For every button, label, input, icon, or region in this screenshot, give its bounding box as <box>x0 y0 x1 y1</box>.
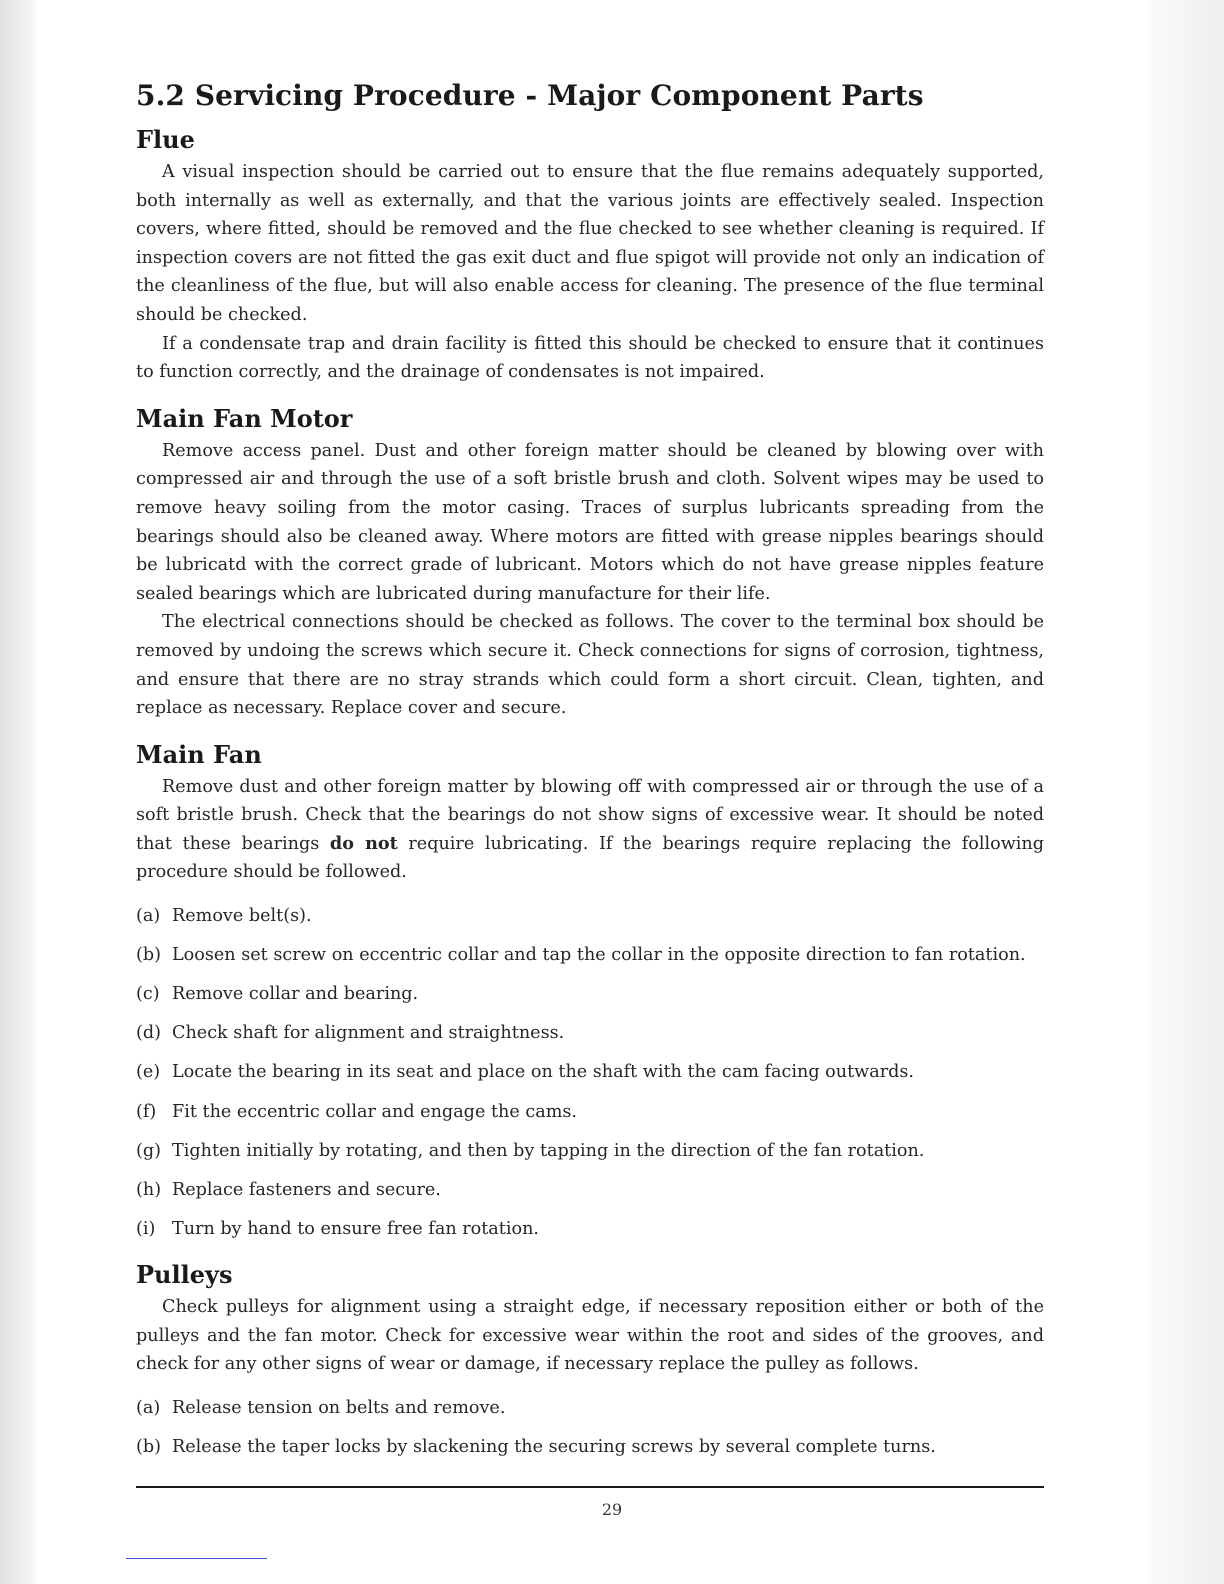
list-item-text: Check shaft for alignment and straightness. <box>172 1023 565 1044</box>
list-item-text: Loosen set screw on eccentric collar and tap the collar in the opposite direction to fan rotation. <box>172 945 1026 966</box>
scan-edge-shadow <box>0 0 36 1584</box>
list-item-text: Release tension on belts and remove. <box>172 1397 506 1418</box>
page-title: 5.2 Servicing Procedure - Major Component Parts <box>136 79 924 112</box>
section-main-fan <box>136 737 1044 1249</box>
list-item <box>136 936 1044 975</box>
list-item-text: Release the taper locks by slackening the securing screws by several complete turns. <box>172 1436 936 1457</box>
list-item-text: Fit the eccentric collar and engage the cams. <box>172 1101 577 1122</box>
list-item-text: Remove belt(s). <box>172 906 312 927</box>
paragraph: Remove access panel. Dust and other foreign matter should be cleaned by blowing over with compressed air and through the use of a soft bristle brush and cloth. Solvent wipes may be used to remove heavy soiling from the motor casing. Traces of surplus lubricants spreading from the bearings should also be cleaned away. Where motors are fitted with grease nipples bearings should be lubricatd with the correct grade of lubricant. Motors which do not have grease nipples feature sealed bearings which are lubricated during manufacture for their life. <box>136 440 1044 604</box>
section-heading-main-fan: Main Fan <box>136 739 262 769</box>
scan-edge-shadow-right <box>1148 0 1224 1584</box>
paragraph-text: Remove dust and other foreign matter by blowing off with compressed air or through the use of a soft bristle brush. Check that the bearings do not show signs of excessive wear. It should be noted that these bearings <box>136 776 1044 854</box>
section-heading-flue: Flue <box>136 125 195 154</box>
list-item-text: Replace fasteners and secure. <box>172 1179 441 1200</box>
section-main-fan-motor <box>136 401 1044 723</box>
list-item-text: Tighten initially by rotating, and then by tapping in the direction of the fan rotation. <box>172 1140 925 1161</box>
section-pulleys <box>136 1257 1044 1467</box>
list-marker: (f) <box>136 1101 157 1122</box>
section-heading-pulleys: Pulleys <box>136 1259 233 1289</box>
paragraph: A visual inspection should be carried out to ensure that the flue remains adequately supported, both internally as well as externally, and that the various joints are effectively sealed. Inspection covers, where fitted, should be removed and the flue checked to see whether cleaning is required. If inspection covers are not fitted the gas exit duct and flue spigot will provide not only an indication of the cleanliness of the flue, but will also enable access for cleaning. The presence of the flue terminal should be checked. <box>136 162 1044 325</box>
list-marker: (i) <box>136 1218 156 1239</box>
list-item-text: Locate the bearing in its seat and place on the shaft with the cam facing outwards. <box>172 1062 915 1083</box>
list-item <box>136 1132 1044 1171</box>
paragraph: If a condensate trap and drain facility is fitted this should be checked to ensure that it continues to function correctly, and the drainage of condensates is not impaired. <box>136 333 1044 383</box>
list-item <box>136 1053 1044 1092</box>
list-marker: (g) <box>136 1140 161 1161</box>
list-marker: (c) <box>136 984 160 1005</box>
page-number: 29 <box>601 1500 623 1519</box>
list-item <box>136 1389 1044 1428</box>
list-item <box>136 975 1044 1014</box>
paragraph <box>136 773 1044 887</box>
list-item-text: Remove collar and bearing. <box>172 984 419 1005</box>
paragraph: The electrical connections should be checked as follows. The cover to the terminal box should be removed by undoing the screws which secure it. Check connections for signs of corrosion, tightness, and ensure that there are no stray strands which could form a short circuit. Clean, tighten, and replace as necessary. Replace cover and secure. <box>136 612 1044 719</box>
procedure-list-fan-bearings <box>136 897 1044 1249</box>
list-marker: (h) <box>136 1179 162 1200</box>
list-marker: (a) <box>136 906 161 927</box>
list-item <box>136 1171 1044 1210</box>
list-item <box>136 1093 1044 1132</box>
list-marker: (b) <box>136 1436 161 1457</box>
procedure-list-pulleys <box>136 1389 1044 1467</box>
section-flue <box>136 122 1044 387</box>
section-heading-main-fan-motor: Main Fan Motor <box>136 403 353 433</box>
emphasis-text: do not <box>329 832 398 854</box>
list-item <box>136 1428 1044 1467</box>
list-marker: (d) <box>136 1023 161 1044</box>
list-marker: (e) <box>136 1062 161 1083</box>
document-page <box>136 74 1044 1475</box>
list-marker: (b) <box>136 945 161 966</box>
list-marker: (a) <box>136 1397 161 1418</box>
list-item <box>136 897 1044 936</box>
list-item-text: Turn by hand to ensure free fan rotation. <box>172 1218 540 1239</box>
list-item <box>136 1210 1044 1249</box>
paragraph: Check pulleys for alignment using a straight edge, if necessary reposition either or both of the pulleys and the fan motor. Check for excessive wear within the root and sides of the grooves, and check for any other signs of wear or damage, if necessary replace the pulley as follows. <box>136 1296 1044 1375</box>
footer-rule <box>136 1486 1044 1488</box>
paragraph-text: require lubricating. If the bearings require replacing the following procedure should be followed. <box>136 833 1044 883</box>
list-item <box>136 1014 1044 1053</box>
footer-link-underline <box>126 1558 267 1559</box>
